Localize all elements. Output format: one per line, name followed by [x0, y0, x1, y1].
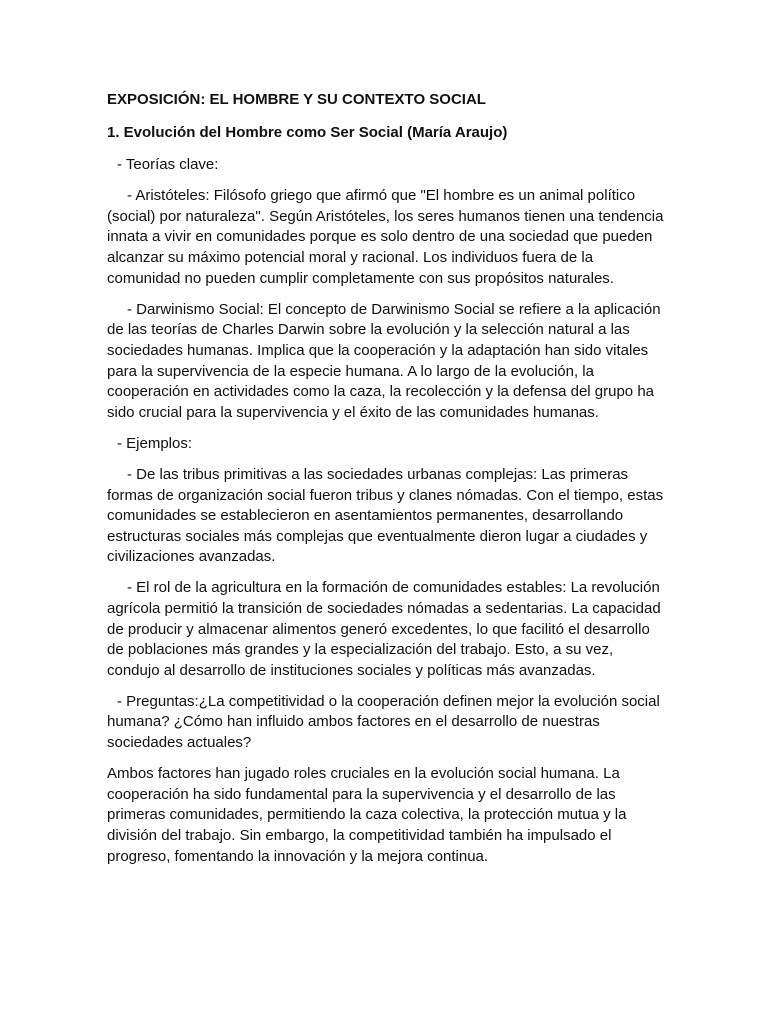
paragraph-tribus-primitivas: - De las tribus primitivas a las sociedades urbanas complejas: Las primeras formas de organización social fueron tribus y clanes nómadas. Con el tiempo, estas comunidades se establecieron en asentamientos permanentes, desarrollando estructuras sociales más complejas que eventualmente dieron lugar a ciudades y civilizaciones avanzadas.	[107, 465, 664, 566]
section-heading: 1. Evolución del Hombre como Ser Social (María Araujo)	[107, 123, 508, 141]
bullet-ejemplos: - Ejemplos:	[117, 434, 193, 452]
paragraph-aristoteles: - Aristóteles: Filósofo griego que afirmó que "El hombre es un animal político (social) por naturaleza". Según Aristóteles, los seres humanos tienen una tendencia innata a vivir en comunidades porque es solo dentro de una sociedad que pueden alcanzar su máximo potencial moral y racional. Los individuos fuera de la comunidad no pueden cumplir completamente con sus propósitos naturales.	[107, 187, 664, 287]
paragraph-conclusion: Ambos factores han jugado roles cruciales en la evolución social humana. La cooperación ha sido fundamental para la supervivencia y el desarrollo de las primeras comunidades, permitiendo la caza colectiva, la protección mutua y la división del trabajo. Sin embargo, la competitividad también ha impulsado el progreso, fomentando la innovación y la mejora continua.	[107, 765, 627, 865]
document-title: EXPOSICIÓN: EL HOMBRE Y SU CONTEXTO SOCIAL	[107, 91, 486, 108]
paragraph-agricultura: - El rol de la agricultura en la formación de comunidades estables: La revolución agrícola permitió la transición de sociedades nómadas a sedentarias. La capacidad de producir y almacenar alimentos generó excedentes, lo que facilitó el desarrollo de poblaciones más grandes y la especialización del trabajo. Esto, a su vez, condujo al desarrollo de instituciones sociales y políticas más avanzadas.	[107, 579, 661, 679]
bullet-teorias-clave: - Teorías clave:	[117, 156, 219, 174]
document-page	[107, 90, 667, 878]
paragraph-darwinismo-social: - Darwinismo Social: El concepto de Darwinismo Social se refiere a la aplicación de las teorías de Charles Darwin sobre la evolución y la selección natural a las sociedades humanas. Implica que la cooperación y la adaptación han sido vitales para la supervivencia de la especie humana. A lo largo de la evolución, la cooperación en actividades como la caza, la recolección y la defensa del grupo ha sido crucial para la supervivencia y el éxito de las comunidades humanas.	[107, 300, 661, 421]
bullet-preguntas: - Preguntas:¿La competitividad o la cooperación definen mejor la evolución social humana? ¿Cómo han influido ambos factores en el desarrollo de nuestras sociedades actuales?	[107, 692, 660, 752]
